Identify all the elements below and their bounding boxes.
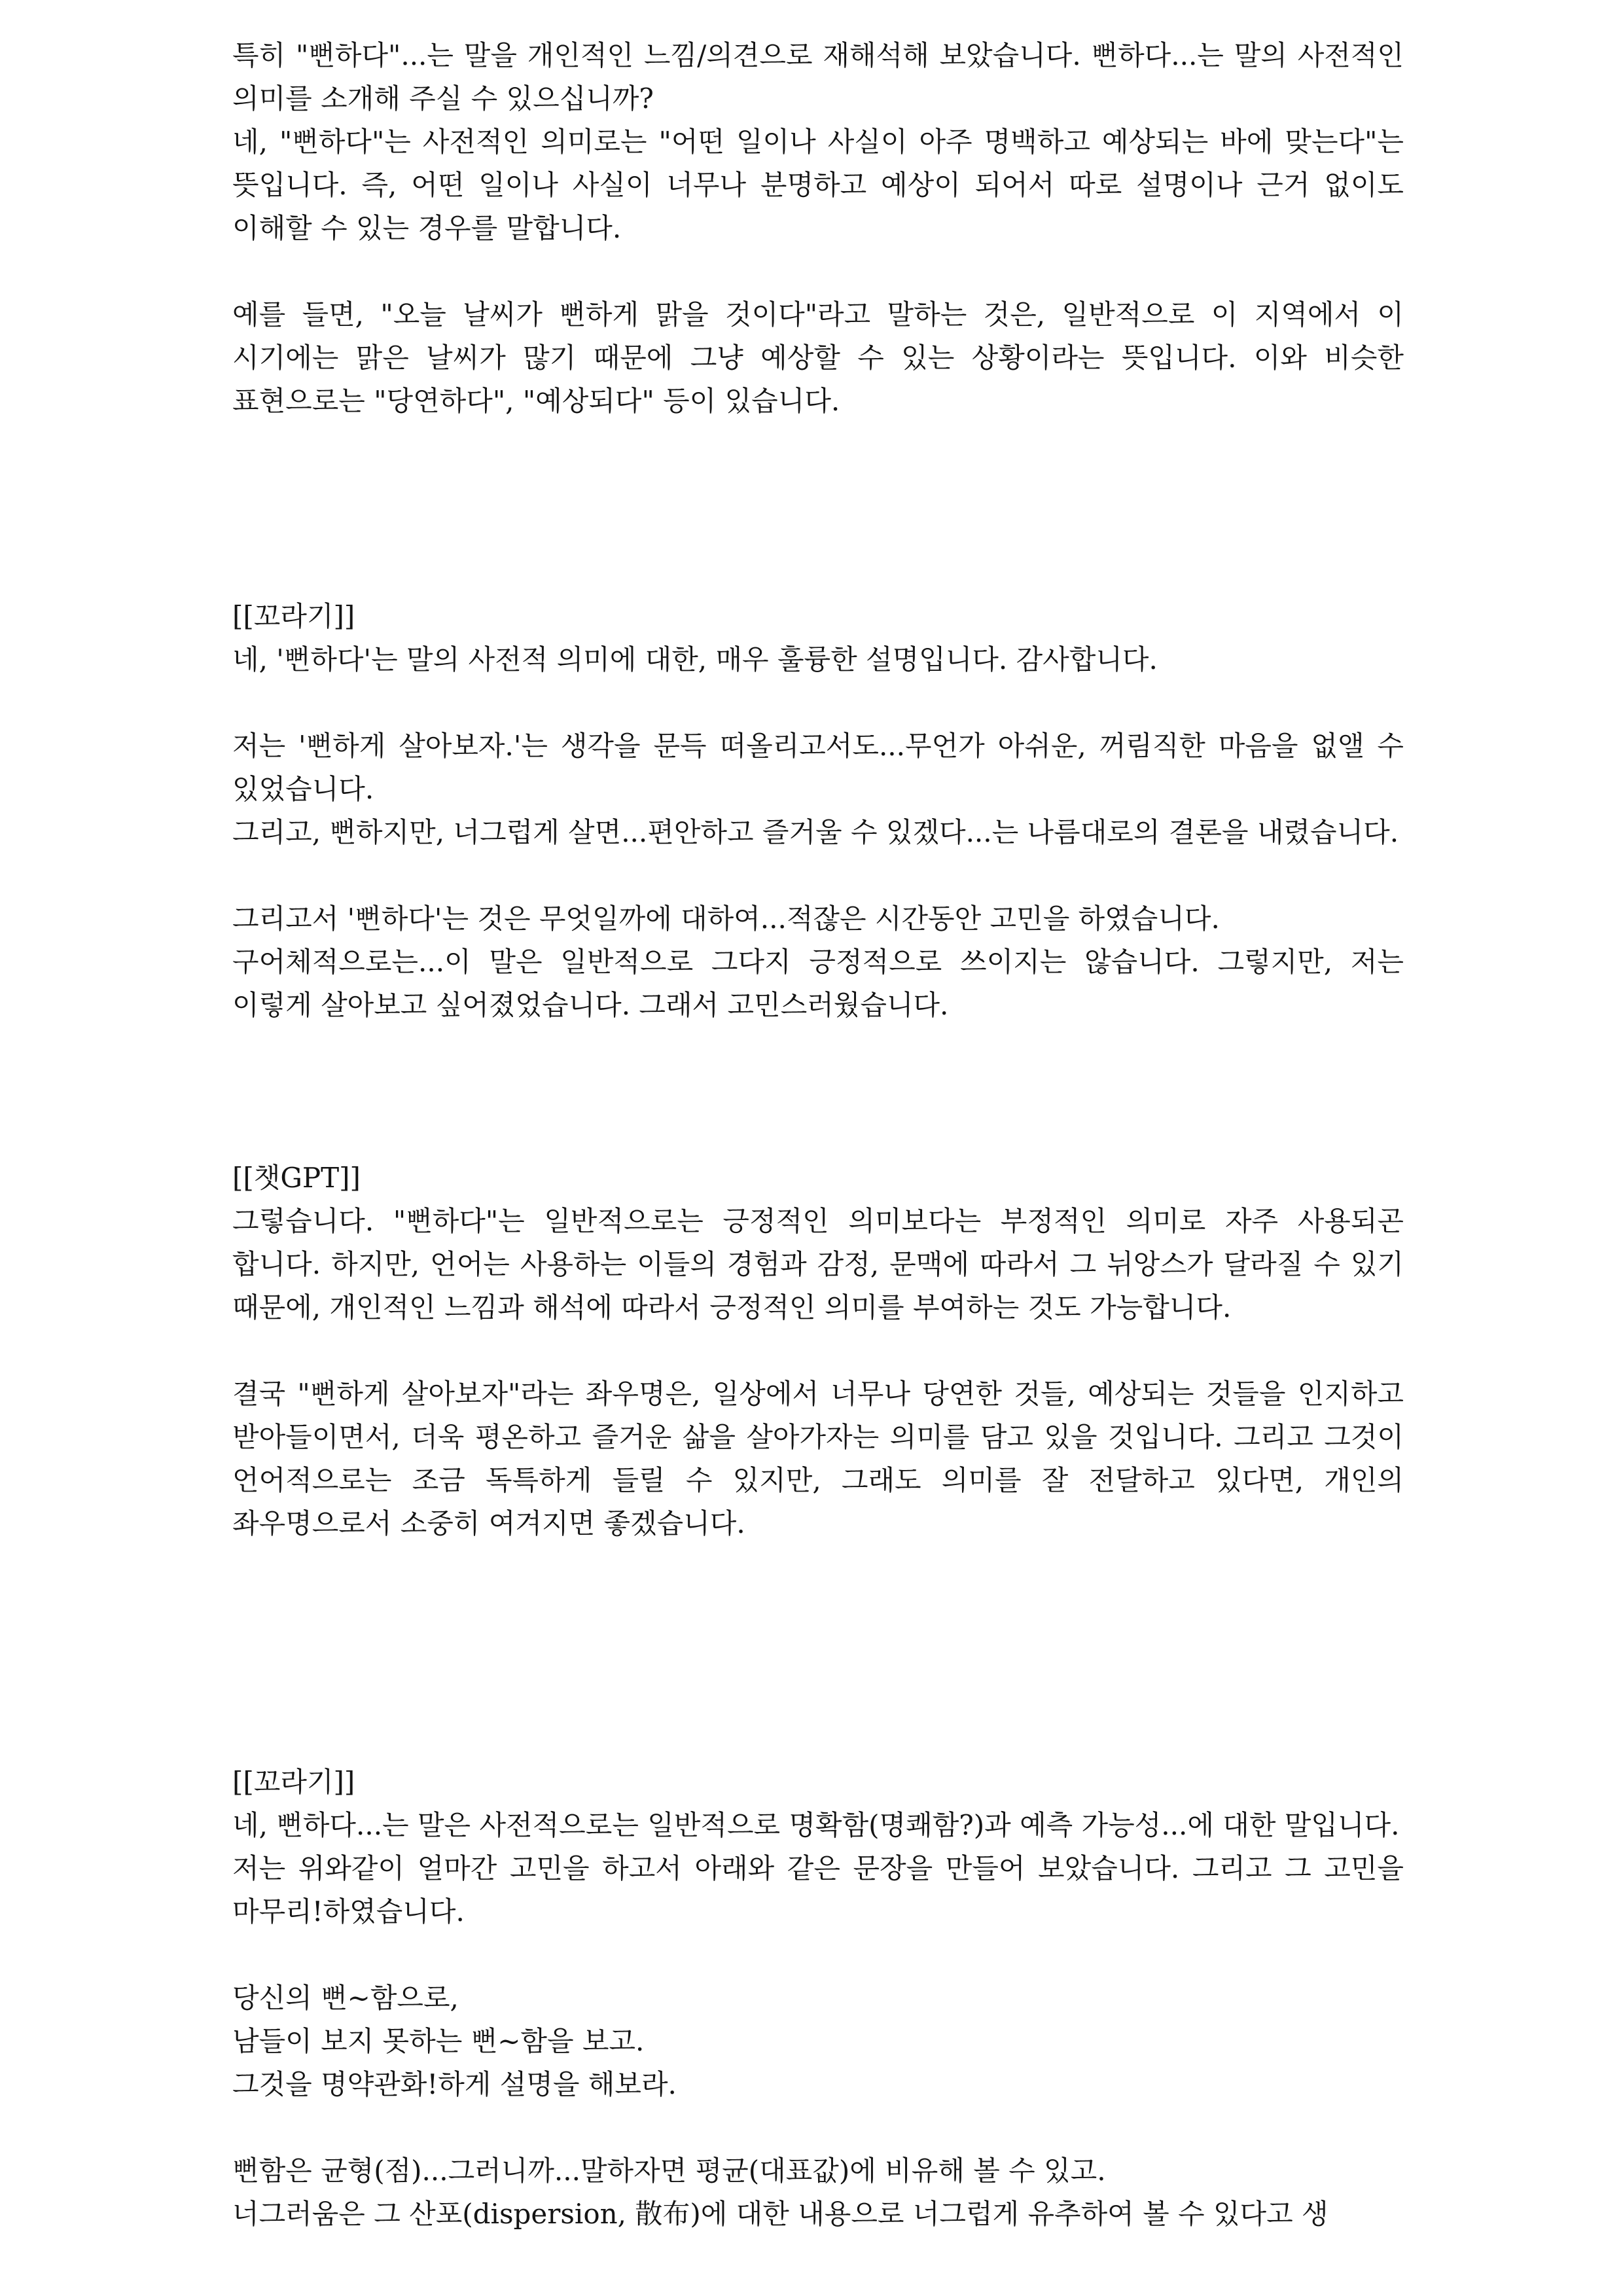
reply-consideration-paragraph: 그리고서 '뻔하다'는 것은 무엇일까에 대하여...적잖은 시간동안 고민을 하였습니다. — [232, 903, 1220, 935]
speaker-label-chatgpt: [[챗GPT]] — [232, 1162, 361, 1194]
reply-thanks-paragraph: 네, '뻔하다'는 말의 사전적 의미에 대한, 매우 훌륭한 설명입니다. 감사합니다. — [232, 643, 1158, 675]
reply-colloquial-paragraph: 구어체적으로는...이 말은 일반적으로 그다지 긍정적으로 쓰이지는 않습니다. 그렇지만, 저는 이렇게 살아보고 싶어졌었습니다. 그래서 고민스러웠습니다. — [232, 946, 1404, 1021]
section-spacer — [232, 423, 1404, 595]
document-page — [232, 34, 1404, 2236]
chatgpt-nuance-paragraph: 그렇습니다. "뻔하다"는 일반적으로는 긍정적인 의미보다는 부정적인 의미로 자주 사용되곤 합니다. 하지만, 언어는 사용하는 이들의 경험과 감정, 문맥에 따라서 그 뉘앙스가 달라질 수 있기 때문에, 개인적인 느낌과 해석에 따라서 긍정적인 의미를 부여하는 것도 가능합니다. — [232, 1205, 1404, 1323]
answer-example-paragraph: 예를 들면, "오늘 날씨가 뻔하게 맑을 것이다"라고 말하는 것은, 일반적으로 이 지역에서 이 시기에는 맑은 날씨가 많기 때문에 그냥 예상할 수 있는 상황이라는 뜻입니다. 이와 비슷한 표현으로는 "당연하다", "예상되다" 등이 있습니다. — [232, 298, 1404, 417]
paragraph-spacer — [232, 854, 1404, 897]
verse-line: 남들이 보지 못하는 뻔~함을 보고. — [232, 2025, 645, 2057]
reply-definition-paragraph: 네, 뻔하다...는 말은 사전적으로는 일반적으로 명확함(명쾌함?)과 예측 가능성...에 대한 말입니다. — [232, 1809, 1400, 1841]
section-spacer — [232, 1027, 1404, 1157]
paragraph-spacer — [232, 2106, 1404, 2149]
verse-line: 당신의 뻔~함으로, — [232, 1982, 459, 2014]
reply-sentence-paragraph: 저는 위와같이 얼마간 고민을 하고서 아래와 같은 문장을 만들어 보았습니다. 그리고 그 고민을 마무리!하였습니다. — [232, 1852, 1404, 1928]
balance-analogy-paragraph: 뻔함은 균형(점)...그러니까...말하자면 평균(대표값)에 비유해 볼 수 있고. — [232, 2155, 1106, 2187]
paragraph-spacer — [232, 681, 1404, 725]
verse-line: 그것을 명약관화!하게 설명을 해보라. — [232, 2068, 677, 2100]
chatgpt-motto-paragraph: 결국 "뻔하게 살아보자"라는 좌우명은, 일상에서 너무나 당연한 것들, 예상되는 것들을 인지하고 받아들이면서, 더욱 평온하고 즐거운 삶을 살아가자는 의미를 담고 있을 것입니다. 그리고 그것이 언어적으로는 조금 독특하게 들릴 수 있지만, 그래도 의미를 잘 전달하고 있다면, 개인의 좌우명으로서 소중히 여겨지면 좋겠습니다. — [232, 1378, 1404, 1539]
reply-conclusion-paragraph: 그리고, 뻔하지만, 너그럽게 살면...편안하고 즐거울 수 있겠다...는 나름대로의 결론을 내렸습니다. — [232, 816, 1399, 848]
paragraph-spacer — [232, 250, 1404, 293]
answer-definition-paragraph: 네, "뻔하다"는 사전적인 의미로는 "어떤 일이나 사실이 아주 명백하고 예상되는 바에 맞는다"는 뜻입니다. 즉, 어떤 일이나 사실이 너무나 분명하고 예상이 되어서 따로 설명이나 근거 없이도 이해할 수 있는 경우를 말합니다. — [232, 126, 1404, 244]
paragraph-spacer — [232, 1933, 1404, 1977]
speaker-label-kkoragi: [[꼬라기]] — [232, 1766, 355, 1798]
paragraph-spacer — [232, 1329, 1404, 1372]
speaker-label-kkoragi: [[꼬라기]] — [232, 600, 355, 632]
reply-thought-paragraph: 저는 '뻔하게 살아보자.'는 생각을 문득 떠올리고서도...무언가 아쉬운, 꺼림직한 마음을 없앨 수 있었습니다. — [232, 730, 1404, 805]
question-paragraph: 특히 "뻔하다"...는 말을 개인적인 느낌/의견으로 재해석해 보았습니다. 뻔하다...는 말의 사전적인 의미를 소개해 주실 수 있으십니까? — [232, 39, 1404, 115]
dispersion-analogy-paragraph: 너그러움은 그 산포(dispersion, 散布)에 대한 내용으로 너그럽게 유추하여 볼 수 있다고 생 — [232, 2198, 1329, 2230]
section-spacer — [232, 1545, 1404, 1761]
